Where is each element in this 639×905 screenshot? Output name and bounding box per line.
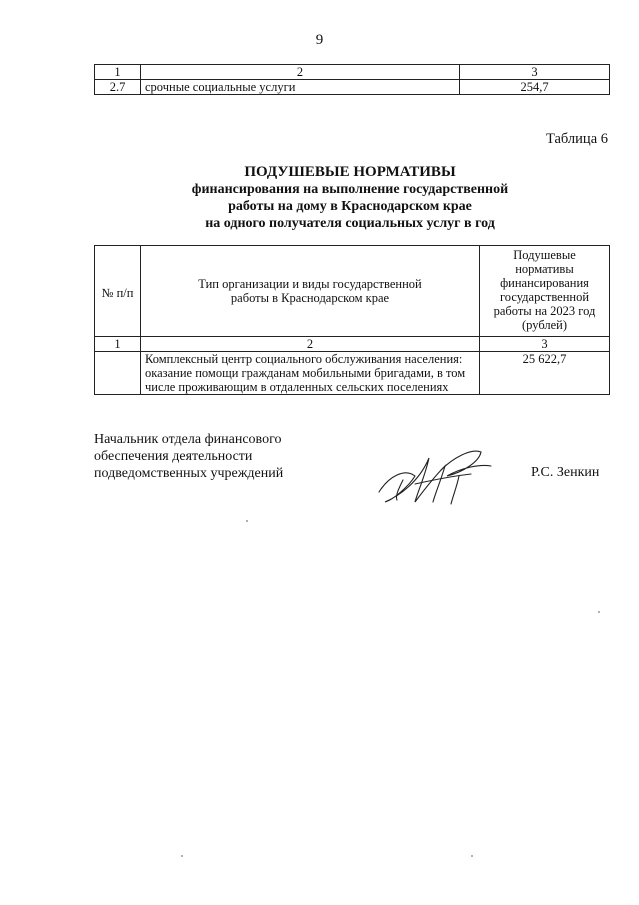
scan-speck bbox=[471, 855, 473, 857]
signatory-position-line: подведомственных учреждений bbox=[94, 466, 284, 481]
table-label: Таблица 6 bbox=[545, 131, 608, 147]
header-type-line: работы в Краснодарском крае bbox=[230, 291, 390, 305]
continuation-table bbox=[94, 64, 610, 95]
row-number: 2.7 bbox=[95, 80, 141, 95]
header-value-line: Подушевые bbox=[513, 248, 576, 262]
row-name: срочные социальные услуги bbox=[141, 80, 460, 95]
header-value-line: государственной bbox=[499, 290, 590, 304]
header-cell: 1 bbox=[95, 65, 141, 80]
norms-table bbox=[94, 245, 610, 395]
header-type-line: Тип организации и виды государственной bbox=[198, 277, 422, 291]
signatory-position-line: обеспечения деятельности bbox=[94, 449, 253, 464]
header-value-line: (рублей) bbox=[521, 318, 568, 332]
title-line: финансирования на выполнение государственной bbox=[191, 182, 509, 197]
scan-speck bbox=[181, 855, 183, 857]
row-name-line: оказание помощи гражданам мобильными бригадами, в том bbox=[145, 366, 466, 380]
row-name bbox=[141, 352, 480, 395]
header-number-cell: № п/п bbox=[95, 246, 141, 337]
scan-speck bbox=[246, 520, 248, 522]
document-title bbox=[150, 163, 550, 232]
numbering-cell: 1 bbox=[95, 337, 141, 352]
title-line: ПОДУШЕВЫЕ НОРМАТИВЫ bbox=[244, 164, 456, 180]
numbering-row bbox=[95, 337, 610, 352]
header-value-cell bbox=[480, 246, 610, 337]
table-row bbox=[95, 352, 610, 395]
signatory-name: Р.С. Зенкин bbox=[531, 465, 600, 480]
signatory-position bbox=[94, 431, 283, 482]
handwritten-signature bbox=[375, 446, 495, 513]
title-line: работы на дому в Краснодарском крае bbox=[228, 199, 472, 214]
table-header-row bbox=[95, 65, 610, 80]
header-type-cell bbox=[141, 246, 480, 337]
table-row bbox=[95, 80, 610, 95]
row-name-line: числе проживающим в отдаленных сельских поселениях bbox=[145, 380, 449, 394]
scan-speck bbox=[598, 611, 600, 613]
row-value: 254,7 bbox=[460, 80, 610, 95]
header-value-line: финансирования bbox=[500, 276, 589, 290]
header-value-line: работы на 2023 год bbox=[493, 304, 596, 318]
header-cell: 3 bbox=[460, 65, 610, 80]
row-name-line: Комплексный центр социального обслуживания населения: bbox=[145, 352, 463, 366]
title-line: на одного получателя социальных услуг в год bbox=[205, 216, 495, 231]
row-number bbox=[95, 352, 141, 395]
row-value: 25 622,7 bbox=[480, 352, 610, 395]
page-number: 9 bbox=[315, 32, 324, 48]
numbering-cell: 3 bbox=[480, 337, 610, 352]
signatory-position-line: Начальник отдела финансового bbox=[94, 432, 282, 447]
numbering-cell: 2 bbox=[141, 337, 480, 352]
header-value-line: нормативы bbox=[515, 262, 574, 276]
header-cell: 2 bbox=[141, 65, 460, 80]
table-header-row bbox=[95, 246, 610, 337]
